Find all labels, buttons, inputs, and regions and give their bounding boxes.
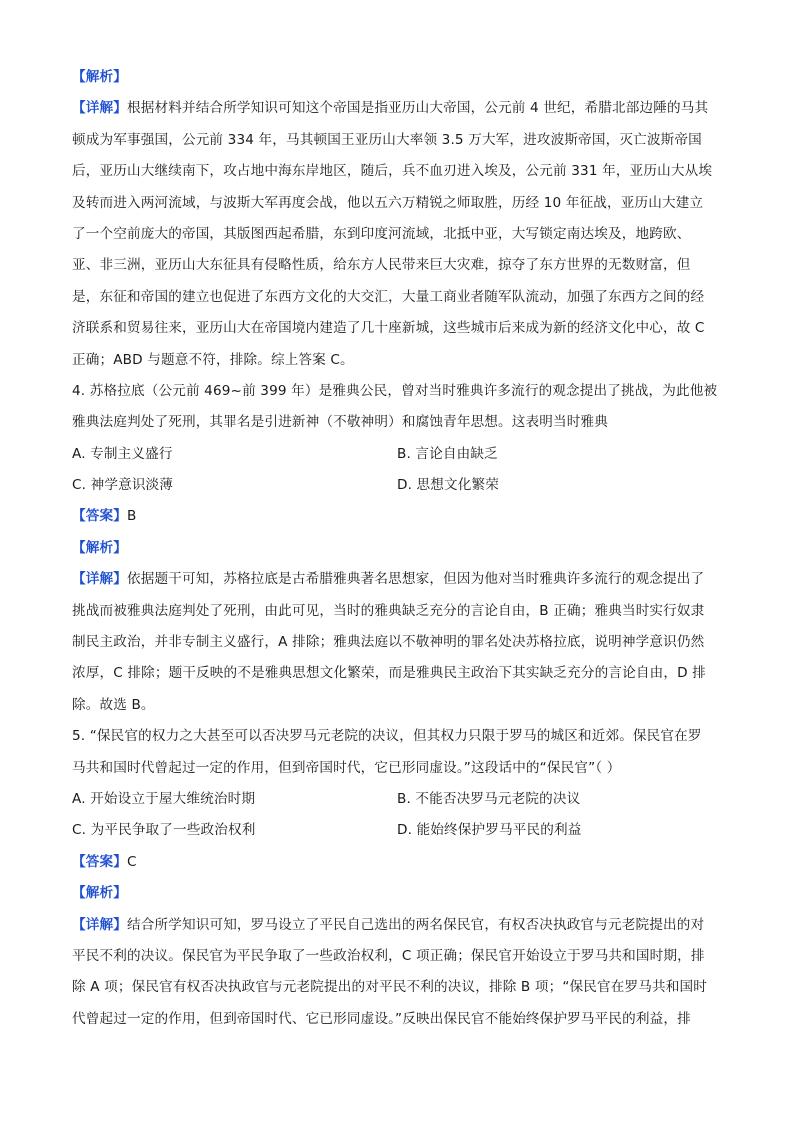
- q4-answer: [72, 501, 722, 532]
- q3-detail-line-2: 顿成为军事强国，公元前 334 年，马其顿国王亚历山大率领 3.5 万大军，进攻波斯帝国，灭亡波斯帝国: [72, 131, 702, 148]
- q4-detail-line-3: 制民主政治，并非专制主义盛行，A 排除；雅典法庭以不敬神明的罪名处决苏格拉底，说明神学意识仍然: [72, 634, 705, 651]
- q5-stem-line-1: 5. “保民官的权力之大甚至可以否决罗马元老院的决议，但其权力只限于罗马的城区和近郊。保民官在罗: [72, 728, 702, 745]
- q3-detail-line-4: 及转而进入两河流域，与波斯大军再度会战，他以五六万精锐之师取胜，历经 10 年征战，亚历山大建立: [72, 194, 704, 211]
- analysis-label: 【解析】: [72, 69, 127, 85]
- q5-detail-line-4: 代曾起过一定的作用，但到帝国时代、它已形同虚设。”反映出保民官不能始终保护罗马平民的利益，排: [72, 1010, 691, 1027]
- q5-option-c: C. 为平民争取了一些政治权利: [72, 822, 256, 839]
- q4-option-a: A. 专制主义盛行: [72, 445, 173, 462]
- q3-analysis-heading: [72, 62, 722, 93]
- q5-detail-line-1: [72, 910, 722, 941]
- document-page: [72, 62, 722, 1035]
- analysis-label: 【解析】: [72, 885, 127, 902]
- q3-detail-line-9: 正确；ABD 与题意不符，排除。综上答案 C。: [72, 351, 354, 368]
- q5-option-d: D. 能始终保护罗马平民的利益: [397, 822, 582, 839]
- q3-detail-line-3: 后，亚历山大继续南下，攻占地中海东岸地区，随后，兵不血刃进入埃及，公元前 331 年，亚历山大从埃: [72, 163, 713, 180]
- answer-label: 【答案】: [72, 853, 127, 870]
- q5-answer: [72, 847, 722, 878]
- detail-label: 【详解】: [72, 100, 127, 117]
- q5-option-a: A. 开始设立于屋大维统治时期: [72, 790, 256, 807]
- q5-detail-line-2: 平民不利的决议。保民官为平民争取了一些政治权利，C 项正确；保民官开始设立于罗马共和国时期，排: [72, 947, 705, 964]
- q4-detail-line-4: 浓厚，C 排除；题干反映的不是雅典思想文化繁荣，而是雅典民主政治下其实缺乏充分的言论自由，D 排: [72, 665, 706, 682]
- q3-detail-line-5: 了一个空前庞大的帝国，其版图西起希腊，东到印度河流域，北抵中亚，大写锁定南达埃及，地跨欧、: [72, 225, 691, 242]
- q4-stem-line-2: 雅典法庭判处了死刑，其罪名是引进新神（不敬神明）和腐蚀青年思想。这表明当时雅典: [72, 414, 609, 431]
- q4-option-c: C. 神学意识淡薄: [72, 477, 174, 494]
- q3-detail-line-1: [72, 93, 722, 124]
- q4-detail-line-2: 挑战而被雅典法庭判处了死刑，由此可见，当时的雅典缺乏充分的言论自由，B 正确；雅典当时实行奴隶: [72, 602, 705, 619]
- detail-text: 依据题干可知，苏格拉底是古希腊雅典著名思想家，但因为他对当时雅典许多流行的观念提出了: [126, 571, 705, 588]
- analysis-label: 【解析】: [72, 539, 127, 556]
- detail-label: 【详解】: [72, 916, 127, 933]
- q5-options-row-1: [72, 784, 722, 815]
- q5-detail-line-3: 除 A 项；保民官有权否决执政官与元老院提出的对平民不利的决议，排除 B 项；“保民官在罗马共和国时: [72, 979, 707, 996]
- q4-stem-line-1: 4. 苏格拉底（公元前 469~前 399 年）是雅典公民，曾对当时雅典许多流行的观念提出了挑战，为此他被: [72, 382, 718, 399]
- q4-option-b: B. 言论自由缺乏: [397, 445, 498, 462]
- q3-detail-line-8: 济联系和贸易往来，亚历山大在帝国境内建造了几十座新城，这些城市后来成为新的经济文化中心，故 C: [72, 320, 705, 337]
- answer-label: 【答案】: [72, 508, 127, 525]
- q4-options-row-2: [72, 470, 722, 501]
- q5-options-row-2: [72, 815, 722, 846]
- q3-detail-line-6: 亚、非三洲，亚历山大东征具有侵略性质，给东方人民带来巨大灾难，掠夺了东方世界的无数财富，但: [72, 257, 691, 274]
- detail-text: 根据材料并结合所学知识可知这个帝国是指亚历山大帝国，公元前 4 世纪，希腊北部边陲的马其: [126, 100, 709, 117]
- q5-option-b: B. 不能否决罗马元老院的决议: [397, 790, 581, 807]
- answer-value: B: [126, 508, 137, 525]
- q5-analysis-heading: [72, 878, 722, 909]
- q3-detail-line-7: 是，东征和帝国的建立也促进了东西方文化的大交汇，大量工商业者随军队流动，加强了东西方之间的经: [72, 288, 705, 305]
- q4-analysis-heading: [72, 533, 722, 564]
- q4-detail-line-1: [72, 564, 722, 595]
- detail-label: 【详解】: [72, 571, 127, 588]
- q4-option-d: D. 思想文化繁荣: [397, 477, 500, 494]
- q4-detail-line-5: 除。故选 B。: [72, 696, 155, 713]
- detail-text: 结合所学知识可知，罗马设立了平民自己选出的两名保民官，有权否决执政官与元老院提出的对: [126, 916, 705, 933]
- q4-options-row-1: [72, 439, 722, 470]
- q5-stem-line-2: 马共和国时代曾起过一定的作用，但到帝国时代，它已形同虚设。”这段话中的“保民官”（ ）: [72, 759, 621, 776]
- answer-value: C: [126, 853, 137, 870]
